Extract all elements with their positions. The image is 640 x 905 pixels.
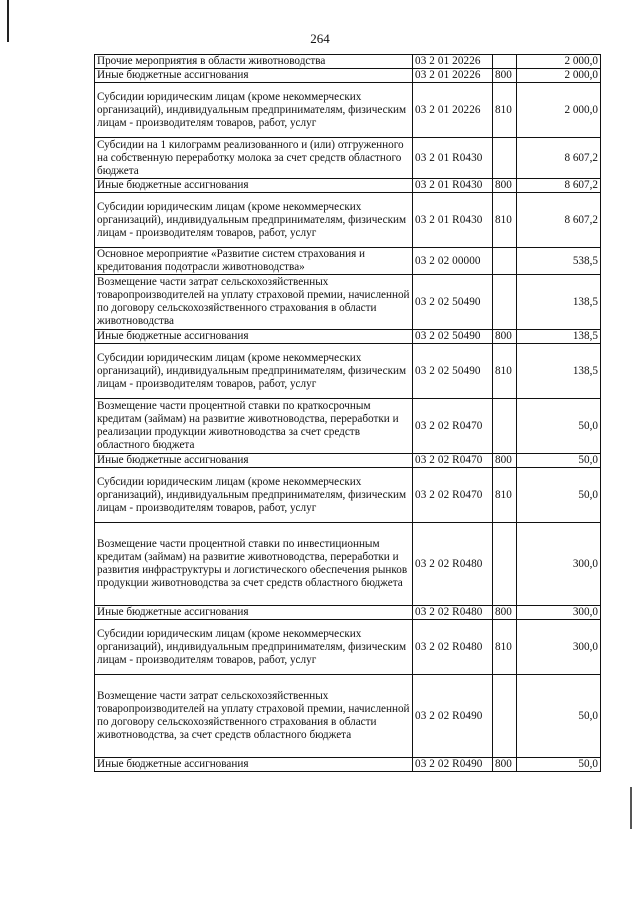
row-sum: 138,5 [517,330,601,344]
row-sum: 2 000,0 [517,83,601,138]
table-row [95,758,601,772]
row-name: Иные бюджетные ассигнования [95,606,413,620]
row-expense-type: 800 [493,330,517,344]
table-row [95,55,601,69]
row-code: 03 2 01 R0430 [413,193,493,248]
row-name: Субсидии юридическим лицам (кроме некоммерческих организаций), индивидуальным предпринимателям, физическим лицам - производителям товаров, работ, услуг [95,344,413,399]
row-sum: 8 607,2 [517,179,601,193]
row-expense-type: 800 [493,179,517,193]
row-expense-type: 800 [493,606,517,620]
row-sum: 300,0 [517,620,601,675]
table-row [95,193,601,248]
row-code: 03 2 02 R0470 [413,399,493,454]
row-code: 03 2 01 R0430 [413,138,493,179]
table-row [95,69,601,83]
row-sum: 8 607,2 [517,193,601,248]
row-name: Иные бюджетные ассигнования [95,454,413,468]
row-name: Субсидии юридическим лицам (кроме некоммерческих организаций), индивидуальным предпринимателям, физическим лицам - производителям товаров, работ, услуг [95,620,413,675]
row-sum: 138,5 [517,275,601,330]
table-row [95,399,601,454]
row-name: Иные бюджетные ассигнования [95,758,413,772]
budget-table-body [95,55,601,772]
row-name: Субсидии юридическим лицам (кроме некоммерческих организаций), индивидуальным предпринимателям, физическим лицам - производителям товаров, работ, услуг [95,468,413,523]
table-row [95,330,601,344]
table-row [95,138,601,179]
row-expense-type: 800 [493,69,517,83]
row-code: 03 2 02 50490 [413,275,493,330]
row-sum: 50,0 [517,758,601,772]
budget-table [94,54,601,772]
row-code: 03 2 02 R0470 [413,468,493,523]
row-expense-type [493,248,517,275]
table-row [95,523,601,606]
table-row [95,606,601,620]
row-sum: 538,5 [517,248,601,275]
table-row [95,275,601,330]
row-expense-type: 810 [493,620,517,675]
scan-edge-mark-right [630,787,632,829]
row-expense-type [493,675,517,758]
row-sum: 138,5 [517,344,601,399]
row-expense-type [493,138,517,179]
row-expense-type: 810 [493,344,517,399]
row-sum: 300,0 [517,523,601,606]
row-code: 03 2 02 R0480 [413,606,493,620]
row-expense-type [493,55,517,69]
row-code: 03 2 01 20226 [413,55,493,69]
row-code: 03 2 02 R0490 [413,675,493,758]
row-code: 03 2 02 R0480 [413,523,493,606]
row-expense-type: 810 [493,468,517,523]
row-code: 03 2 02 R0490 [413,758,493,772]
row-expense-type [493,523,517,606]
row-sum: 2 000,0 [517,69,601,83]
row-name: Иные бюджетные ассигнования [95,69,413,83]
row-name: Иные бюджетные ассигнования [95,179,413,193]
row-code: 03 2 02 R0480 [413,620,493,675]
row-code: 03 2 02 00000 [413,248,493,275]
row-code: 03 2 02 50490 [413,344,493,399]
table-row [95,83,601,138]
row-sum: 2 000,0 [517,55,601,69]
row-name: Субсидии юридическим лицам (кроме некоммерческих организаций), индивидуальным предпринимателям, физическим лицам - производителям товаров, работ, услуг [95,83,413,138]
row-sum: 300,0 [517,606,601,620]
page-number: 264 [310,31,330,46]
row-expense-type: 810 [493,83,517,138]
row-expense-type: 800 [493,454,517,468]
row-name: Возмещение части процентной ставки по инвестиционным кредитам (займам) на развитие животноводства, переработки и развития инфраструктуры и логистического обеспечения рынков продукции животноводства за счет средств областного бюджета [95,523,413,606]
table-row [95,468,601,523]
row-name: Возмещение части процентной ставки по краткосрочным кредитам (займам) на развитие животноводства, переработки и реализации продукции животноводства за счет средств областного бюджета [95,399,413,454]
row-name: Субсидии юридическим лицам (кроме некоммерческих организаций), индивидуальным предпринимателям, физическим лицам - производителям товаров, работ, услуг [95,193,413,248]
row-sum: 50,0 [517,399,601,454]
row-expense-type: 800 [493,758,517,772]
row-sum: 8 607,2 [517,138,601,179]
row-name: Субсидии на 1 килограмм реализованного и (или) отгруженного на собственную переработку молока за счет средств областного бюджета [95,138,413,179]
row-code: 03 2 02 50490 [413,330,493,344]
row-name: Возмещение части затрат сельскохозяйственных товаропроизводителей на уплату страховой премии, начисленной по договору сельскохозяйственного страхования в области животноводства [95,275,413,330]
table-row [95,344,601,399]
table-row [95,454,601,468]
row-name: Возмещение части затрат сельскохозяйственных товаропроизводителей на уплату страховой премии, начисленной по договору сельскохозяйственного страхования в области животноводства, за счет средств областного бюджета [95,675,413,758]
row-name: Прочие мероприятия в области животноводства [95,55,413,69]
row-sum: 50,0 [517,454,601,468]
row-code: 03 2 01 R0430 [413,179,493,193]
row-expense-type [493,275,517,330]
row-sum: 50,0 [517,675,601,758]
row-code: 03 2 02 R0470 [413,454,493,468]
table-row [95,179,601,193]
row-expense-type [493,399,517,454]
table-row [95,248,601,275]
row-code: 03 2 01 20226 [413,69,493,83]
table-row [95,620,601,675]
row-name: Иные бюджетные ассигнования [95,330,413,344]
row-sum: 50,0 [517,468,601,523]
row-name: Основное мероприятие «Развитие систем страхования и кредитования подотрасли животноводства» [95,248,413,275]
table-row [95,675,601,758]
row-code: 03 2 01 20226 [413,83,493,138]
row-expense-type: 810 [493,193,517,248]
